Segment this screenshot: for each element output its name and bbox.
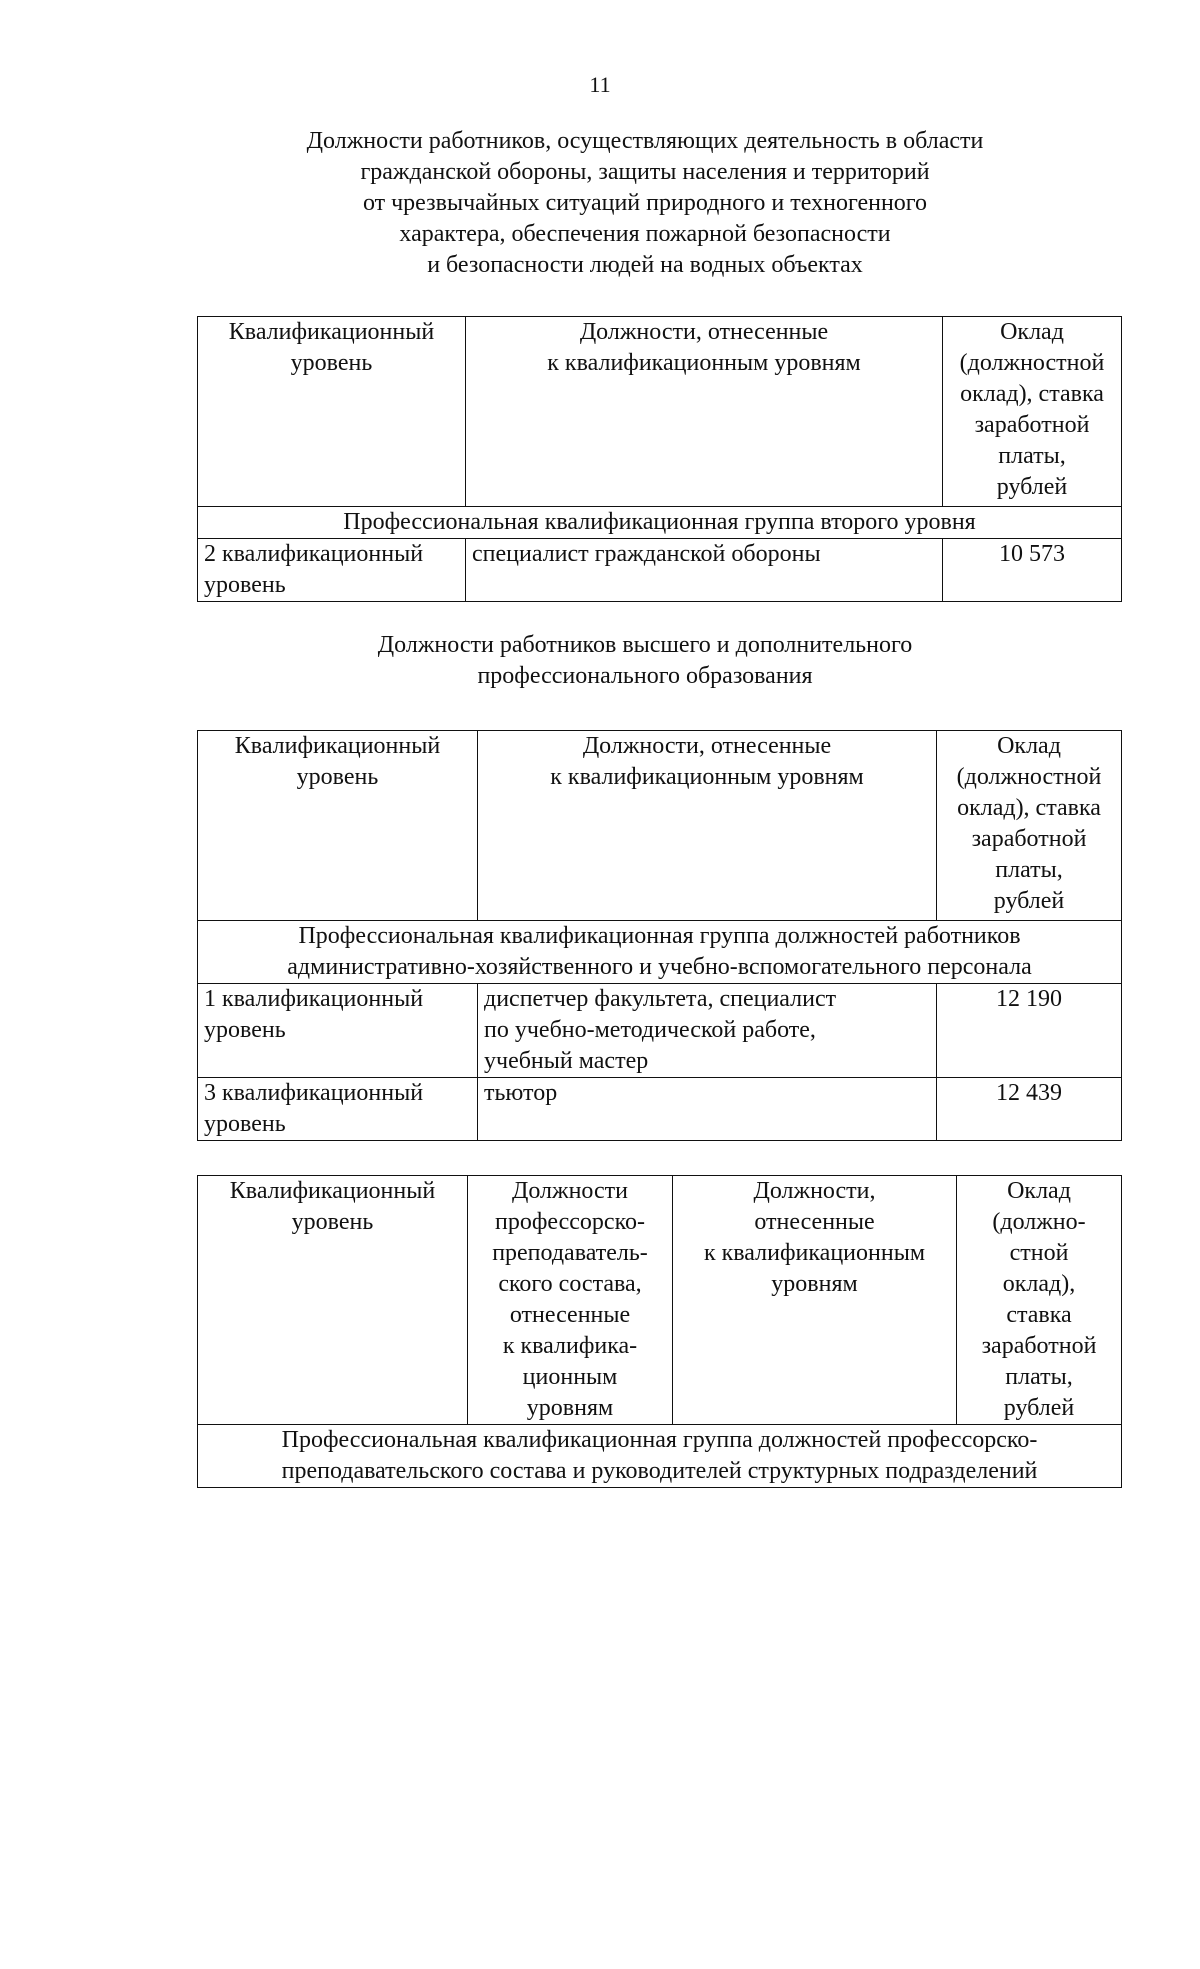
higher-education-positions-table <box>197 730 1122 1141</box>
cell-salary: 12 190 <box>937 984 1122 1078</box>
header-line: оклад), ставка <box>960 381 1104 407</box>
header-line: к квалифика- <box>502 1333 638 1359</box>
page-number: 11 <box>589 72 611 97</box>
table-row <box>198 1078 1122 1141</box>
group-title: Профессиональная квалификационная группа второго уровня <box>198 507 1122 539</box>
header-line: к квалификационным <box>703 1240 926 1266</box>
cell-line: 1 квалификационный <box>204 986 424 1012</box>
header-line: заработной <box>981 1333 1097 1359</box>
group-row <box>198 921 1122 984</box>
header-salary <box>943 317 1122 507</box>
header-salary <box>937 731 1122 921</box>
header-positions <box>673 1176 957 1425</box>
header-line: заработной <box>974 412 1090 438</box>
cell-positions <box>478 1078 937 1141</box>
cell-line: уровень <box>204 572 286 598</box>
header-level <box>198 317 466 507</box>
header-line: платы, <box>1005 1364 1073 1390</box>
header-line: ского состава, <box>498 1271 642 1297</box>
header-line: уровень <box>290 350 373 376</box>
group-title-line: Профессиональная квалификационная группа должностей профессорско- <box>281 1427 1038 1453</box>
table-header-row <box>198 1176 1122 1425</box>
section-2-title-line: Должности работников высшего и дополнительного <box>377 632 913 658</box>
header-line: заработной <box>971 826 1087 852</box>
header-line: (должностной <box>959 350 1105 376</box>
header-line: рублей <box>993 888 1065 914</box>
header-salary <box>957 1176 1122 1425</box>
header-line: отнесенные <box>509 1302 631 1328</box>
header-line: уровень <box>296 764 379 790</box>
group-title-line: административно-хозяйственного и учебно-вспомогательного персонала <box>287 954 1032 980</box>
header-line: Квалификационный <box>229 1178 436 1204</box>
group-title-line: Профессиональная квалификационная группа должностей работников <box>298 923 1021 949</box>
header-line: (должностной <box>956 764 1102 790</box>
cell-level <box>198 1078 478 1141</box>
header-level <box>198 731 478 921</box>
header-line: рублей <box>1003 1395 1075 1421</box>
header-line: Оклад <box>997 733 1061 759</box>
header-line: профессорско- <box>494 1209 646 1235</box>
header-line: ставка <box>1006 1302 1072 1328</box>
cell-line: тьютор <box>484 1080 558 1106</box>
header-line: Квалификационный <box>234 733 441 759</box>
header-faculty-positions <box>468 1176 673 1425</box>
header-line: отнесенные <box>754 1209 875 1235</box>
faculty-positions-table <box>197 1175 1122 1488</box>
header-line: платы, <box>995 857 1063 883</box>
header-line: Должности, <box>753 1178 876 1204</box>
header-line: преподаватель- <box>492 1240 648 1266</box>
section-1-title-line: характера, обеспечения пожарной безопасности <box>399 221 891 247</box>
section-1-title-line: гражданской обороны, защиты населения и территорий <box>360 159 930 185</box>
cell-line: 3 квалификационный <box>204 1080 424 1106</box>
table-row <box>198 984 1122 1078</box>
header-line: стной <box>1009 1240 1069 1266</box>
cell-level <box>198 984 478 1078</box>
cell-salary: 10 573 <box>943 539 1122 602</box>
cell-positions <box>466 539 943 602</box>
section-2-title-line: профессионального образования <box>477 663 813 689</box>
group-row <box>198 507 1122 539</box>
cell-line: уровень <box>204 1017 286 1043</box>
header-line: к квалификационным уровням <box>547 350 861 376</box>
header-line: оклад), <box>1002 1271 1076 1297</box>
header-line: уровень <box>291 1209 374 1235</box>
section-1-title <box>230 126 1060 281</box>
header-line: Оклад <box>1000 319 1064 345</box>
group-title <box>198 1425 1122 1488</box>
header-line: уровням <box>771 1271 858 1297</box>
cell-line: по учебно-методической работе, <box>484 1017 816 1043</box>
section-2-title <box>230 630 1060 692</box>
cell-salary: 12 439 <box>937 1078 1122 1141</box>
header-line: к квалификационным уровням <box>550 764 864 790</box>
header-positions <box>478 731 937 921</box>
header-positions <box>466 317 943 507</box>
header-line: (должно- <box>992 1209 1086 1235</box>
section-1-title-line: от чрезвычайных ситуаций природного и техногенного <box>362 190 928 216</box>
header-line: Должности, отнесенные <box>582 733 832 759</box>
table-row <box>198 539 1122 602</box>
header-line: платы, <box>998 443 1066 469</box>
group-row <box>198 1425 1122 1488</box>
header-line: Должности, отнесенные <box>579 319 829 345</box>
section-1-title-line: и безопасности людей на водных объектах <box>427 252 863 278</box>
table-header-row <box>198 317 1122 507</box>
civil-defense-positions-table <box>197 316 1122 602</box>
header-line: Оклад <box>1007 1178 1071 1204</box>
header-line: ционным <box>522 1364 618 1390</box>
cell-line: уровень <box>204 1111 286 1137</box>
header-line: рублей <box>996 474 1068 500</box>
section-1-title-line: Должности работников, осуществляющих деятельность в области <box>306 128 984 154</box>
cell-line: учебный мастер <box>484 1048 649 1074</box>
table-header-row <box>198 731 1122 921</box>
cell-line: диспетчер факультета, специалист <box>484 986 837 1012</box>
header-line: уровням <box>526 1395 614 1421</box>
header-line: оклад), ставка <box>957 795 1101 821</box>
cell-line: 2 квалификационный <box>204 541 424 567</box>
header-line: Должности <box>511 1178 629 1204</box>
group-title-line: преподавательского состава и руководителей структурных подразделений <box>281 1458 1038 1484</box>
cell-level <box>198 539 466 602</box>
group-title <box>198 921 1122 984</box>
cell-line: специалист гражданской обороны <box>472 541 821 567</box>
header-line: Квалификационный <box>228 319 435 345</box>
cell-positions <box>478 984 937 1078</box>
header-level <box>198 1176 468 1425</box>
